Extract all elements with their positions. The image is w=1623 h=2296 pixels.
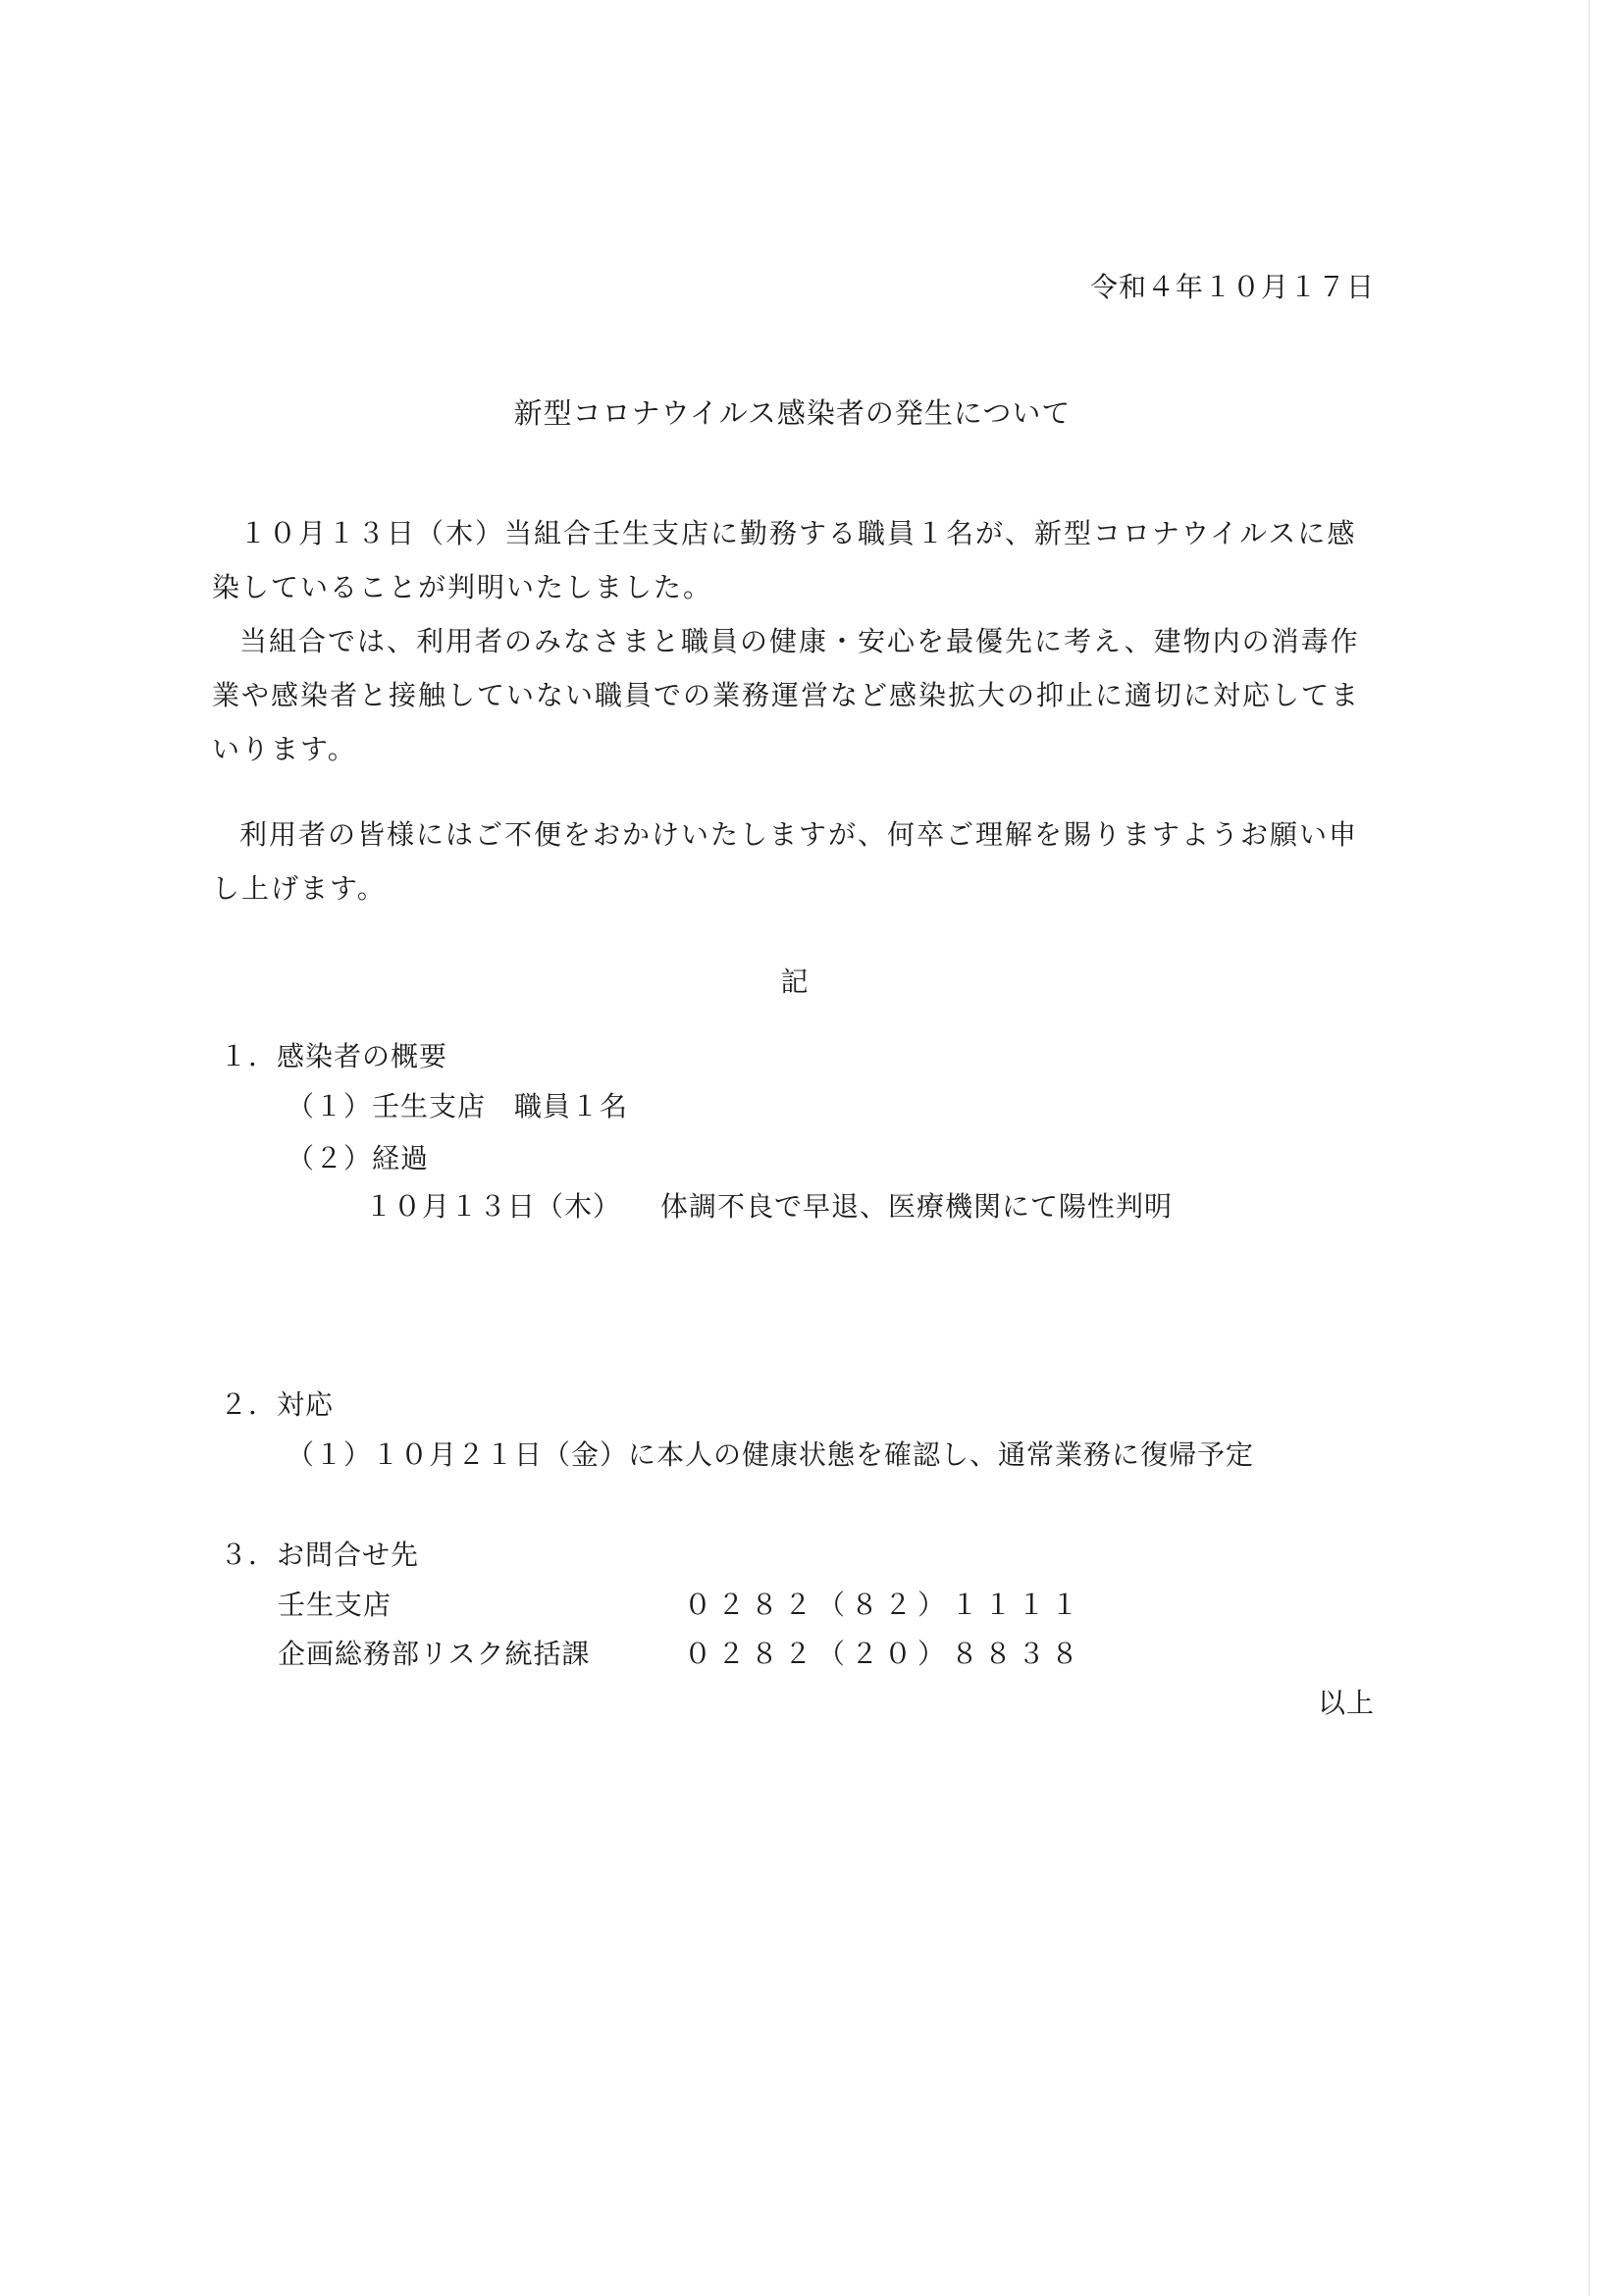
section-2-heading: ２．対応	[220, 1388, 335, 1421]
event-date: １０月１３日（木）	[365, 1190, 622, 1223]
body-paragraph-1: １０月１３日（木）当組合壬生支店に勤務する職員１名が、新型コロナウイルスに感染していることが判明いたしました。	[212, 517, 1357, 603]
section-1-heading: １．感染者の概要	[220, 1040, 448, 1072]
section-3-heading: ３．お問合せ先	[220, 1539, 420, 1571]
document-title: 新型コロナウイルス感染者の発生について	[513, 396, 1072, 430]
section-1-item-1: （１）壬生支店 職員１名	[287, 1090, 629, 1122]
body-paragraph-2: 当組合では、利用者のみなさまと職員の健康・安心を最優先に考え、建物内の消毒作業や感染者と接触していない職員での業務運営など感染拡大の抑止に適切に対応してまいります。	[212, 625, 1361, 765]
contact-phone: ０２８２（８２）１１１１	[684, 1589, 1085, 1621]
ki-marker: 記	[780, 965, 810, 998]
closing-mark: 以上	[1317, 1687, 1375, 1719]
section-1-item-2: （２）経過	[287, 1142, 430, 1174]
contact-phone: ０２８２（２０）８８３８	[684, 1638, 1085, 1670]
body-paragraph-3: 利用者の皆様にはご不便をおかけいたしますが、何卒ご理解を賜りますようお願い申し上げます。	[212, 818, 1359, 905]
section-2-item-1: （１）１０月２１日（金）に本人の健康状態を確認し、通常業務に復帰予定	[287, 1438, 1255, 1471]
event-description: 体調不良で早退、医療機関にて陽性判明	[660, 1190, 1174, 1223]
document-date: 令和４年１０月１７日	[1089, 271, 1375, 303]
contact-name: 壬生支店	[278, 1589, 393, 1621]
contact-name: 企画総務部リスク統括課	[278, 1638, 591, 1670]
scan-edge-line	[1589, 0, 1590, 2296]
